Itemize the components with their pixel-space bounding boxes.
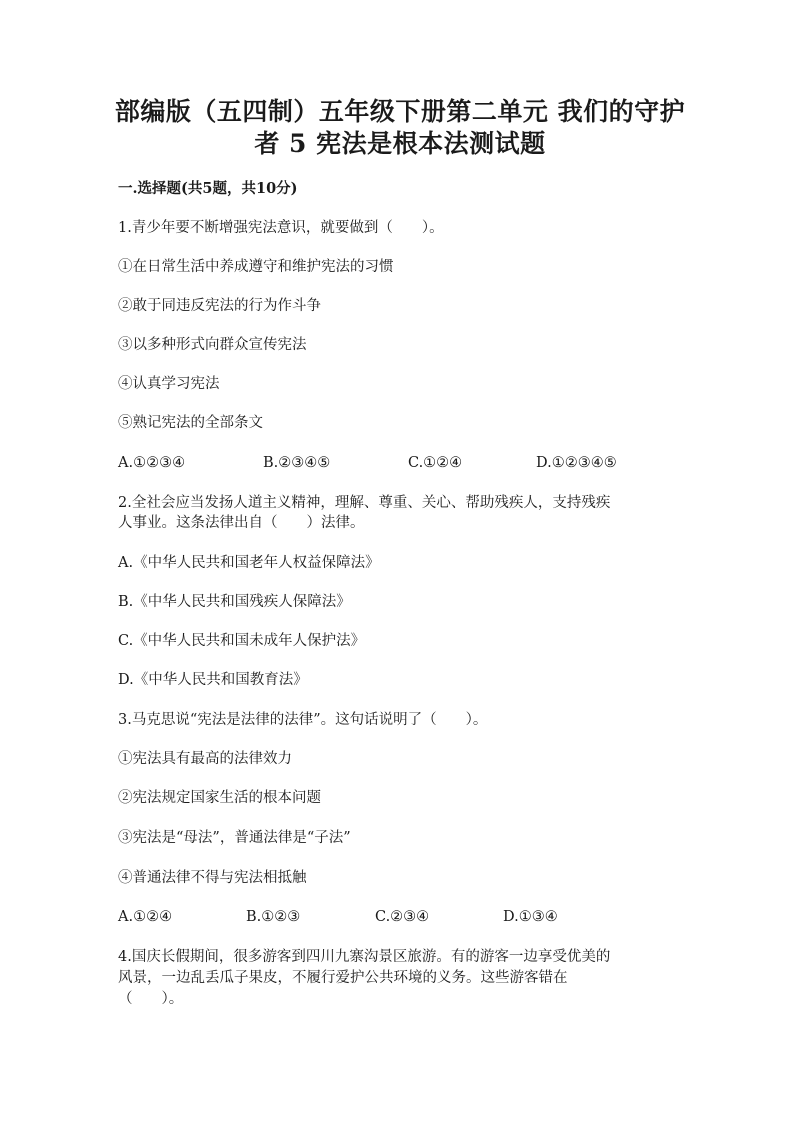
question-4-stem-line-2: 风景，一边乱丢瓜子果皮，不履行爱护公共环境的义务。这些游客错在 — [118, 970, 568, 986]
question-2-stem-line-2: 人事业。这条法律出自（ ）法律。 — [118, 515, 365, 531]
document-title-line-1: 部编版（五四制）五年级下册第二单元 我们的守护 — [114, 97, 686, 126]
question-1-option-c: C.①②④ — [408, 455, 463, 471]
question-2-option-b: B.《中华人民共和国残疾人保障法》 — [118, 594, 351, 610]
question-3-option-c: C.②③④ — [375, 909, 430, 925]
question-3-item: ②宪法规定国家生活的根本问题 — [118, 790, 321, 806]
question-2-option-d: D.《中华人民共和国教育法》 — [118, 672, 308, 688]
question-3-stem: 3.马克思说“宪法是法律的法律”。这句话说明了（ ）。 — [118, 712, 488, 728]
question-3-option-b: B.①②③ — [246, 909, 301, 925]
question-4-stem-line-1: 4.国庆长假期间，很多游客到四川九寨沟景区旅游。有的游客一边享受优美的 — [118, 949, 611, 965]
question-3-item: ①宪法具有最高的法律效力 — [118, 751, 292, 767]
question-3-item: ④普通法律不得与宪法相抵触 — [118, 870, 307, 886]
question-1-item: ⑤熟记宪法的全部条文 — [118, 415, 263, 431]
question-1-item: ②敢于同违反宪法的行为作斗争 — [118, 298, 321, 314]
question-3-item: ③宪法是“母法”，普通法律是“子法” — [118, 830, 351, 846]
document-title-line-2: 者 5 宪法是根本法测试题 — [254, 129, 546, 158]
section-heading: 一.选择题(共5题，共10分) — [118, 180, 298, 197]
question-1-option-d: D.①②③④⑤ — [536, 455, 617, 471]
question-3-option-a: A.①②④ — [118, 909, 173, 925]
question-1-item: ④认真学习宪法 — [118, 376, 220, 392]
question-4-stem-line-3: （ ）。 — [118, 991, 184, 1007]
question-1-item: ①在日常生活中养成遵守和维护宪法的习惯 — [118, 259, 394, 275]
question-2-stem-line-1: 2.全社会应当发扬人道主义精神，理解、尊重、关心、帮助残疾人，支持残疾 — [118, 495, 611, 511]
question-1-stem: 1.青少年要不断增强宪法意识，就要做到（ ）。 — [118, 220, 444, 236]
question-2-option-a: A.《中华人民共和国老年人权益保障法》 — [118, 555, 380, 571]
question-1-option-a: A.①②③④ — [118, 455, 186, 471]
question-1-option-b: B.②③④⑤ — [263, 455, 331, 471]
question-3-option-d: D.①③④ — [503, 909, 558, 925]
question-2-option-c: C.《中华人民共和国未成年人保护法》 — [118, 633, 366, 649]
question-1-item: ③以多种形式向群众宣传宪法 — [118, 337, 307, 353]
